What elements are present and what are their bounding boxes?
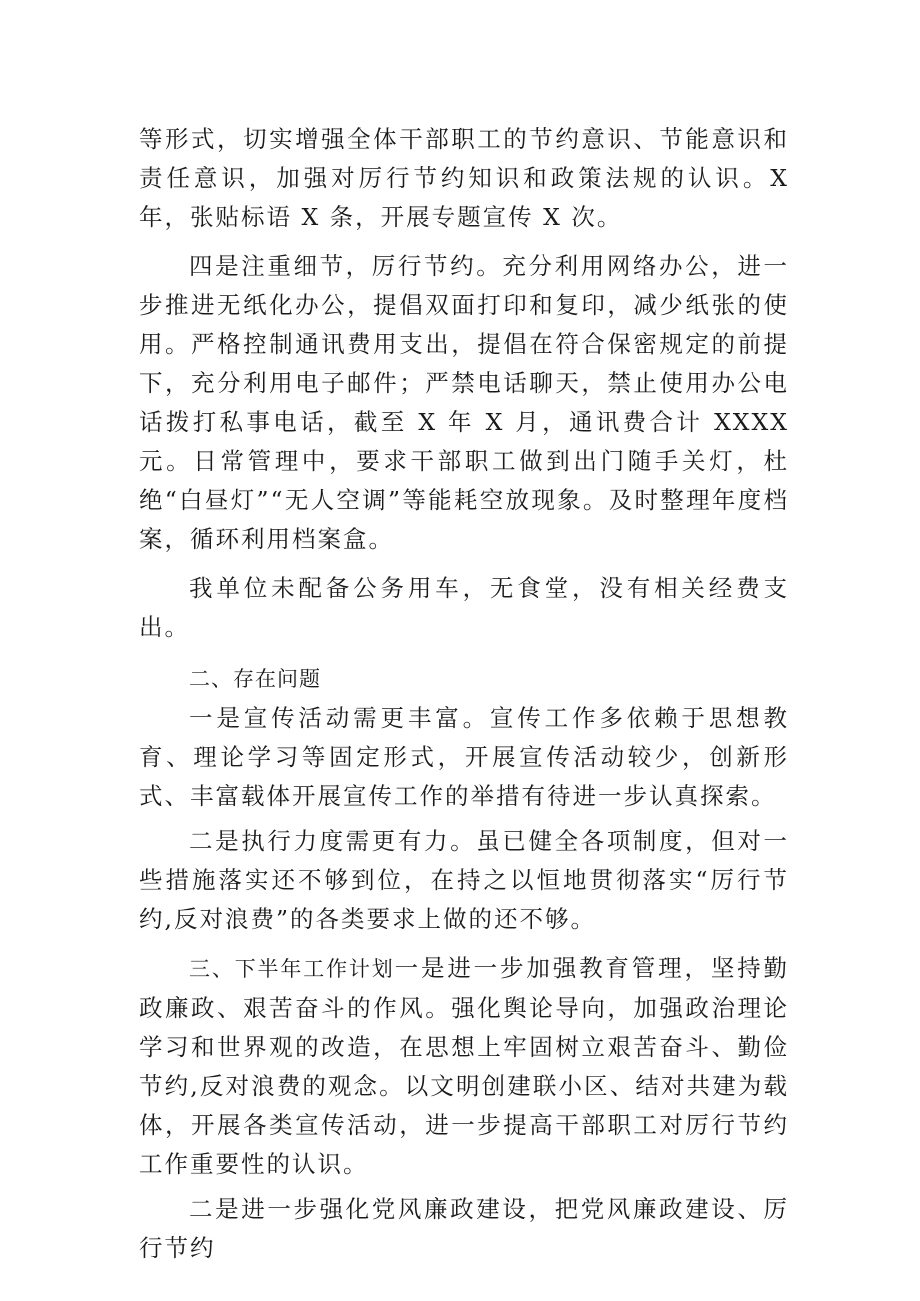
- paragraph-problem-one: 一是宣传活动需更丰富。宣传工作多依赖于思想教育、理论学习等固定形式，开展宣传活动较少，创新形式、丰富载体开展宣传工作的举措有待进一步认真探索。: [139, 704, 789, 810]
- paragraph-plan-one: [139, 949, 789, 1184]
- paragraph-plan-one-text: 一是进一步加强教育管理，坚持勤政廉政、艰苦奋斗的作风。强化舆论导向，加强政治理论学习和世界观的改造，在思想上牢固树立艰苦奋斗、勤俭节约,反对浪费的观念。以文明创建联小区、结对共建为载体，开展各类宣传活动，进一步提高干部职工对厉行节约工作重要性的认识。: [139, 954, 790, 1178]
- section-heading-problems: 二、存在问题: [189, 667, 321, 691]
- document-body: [139, 120, 789, 1268]
- paragraph-plan-two: 二是进一步强化党风廉政建设，把党风廉政建设、厉行节约: [139, 1195, 789, 1262]
- paragraph-no-vehicle-canteen: 我单位未配备公务用车，无食堂，没有相关经费支出。: [139, 574, 789, 641]
- section-heading-plan: 三、下半年工作计划: [189, 957, 395, 981]
- paragraph-problem-two: 二是执行力度需更有力。虽已健全各项制度，但对一些措施落实还不够到位，在持之以恒地贯彻落实“厉行节约,反对浪费”的各类要求上做的还不够。: [139, 827, 789, 933]
- paragraph-point-four-details: 四是注重细节，厉行节约。充分利用网络办公，进一步推进无纸化办公，提倡双面打印和复印，减少纸张的使用。严格控制通讯费用支出，提倡在符合保密规定的前提下，充分利用电子邮件；严禁电话聊天，禁止使用办公电话拨打私事电话，截至 X 年 X 月，通讯费合计 XXXX 元。日常管理中，要求干部职工做到出门随手关灯，杜绝“白昼灯”“无人空调”等能耗空放现象。及时整理年度档案，循环利用档案盒。: [139, 252, 789, 553]
- paragraph-awareness-continuation: 等形式，切实增强全体干部职工的节约意识、节能意识和责任意识，加强对厉行节约知识和政策法规的认识。X 年，张贴标语 X 条，开展专题宣传 X 次。: [139, 125, 789, 231]
